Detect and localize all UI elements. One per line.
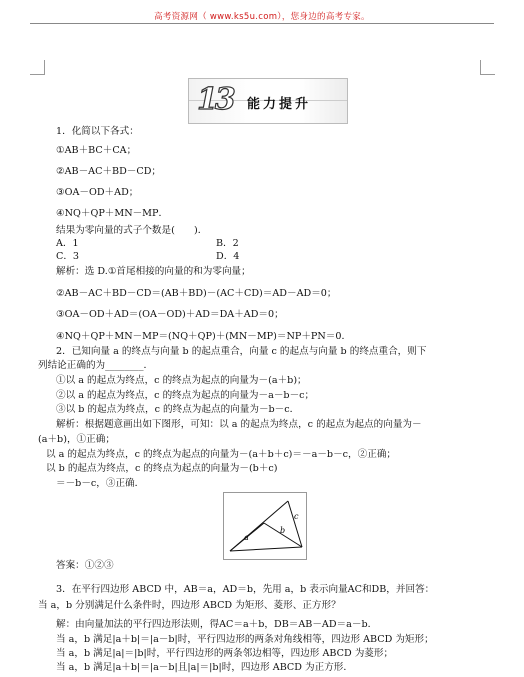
q1-item-1: ①AB＋BC＋CA； (56, 145, 137, 156)
section-banner (188, 78, 348, 124)
q1-item-3: ③OA－OD＋AD； (56, 187, 139, 198)
q1-stem: 1．化简以下各式： (56, 126, 139, 137)
banner-logo: 13 (197, 82, 233, 117)
crop-mark-left (30, 60, 45, 75)
q1-work-2: ②AB－AC＋BD－CD＝(AB＋BD)－(AC＋CD)＝AD－AD＝0； (56, 288, 337, 299)
q1-option-d: D．4 (216, 251, 240, 262)
q2-stem-line2: 列结论正确的为________． (38, 360, 154, 371)
q1-item-4: ④NQ＋QP＋MN－MP． (56, 208, 169, 219)
q2-analysis-4: 以 b 的起点为终点，c 的终点为起点的向量为－(b＋c) (46, 463, 278, 474)
q1-work-4: ④NQ＋QP＋MN－MP＝(NQ＋QP)＋(MN－MP)＝NP＋PN＝0． (56, 331, 352, 342)
q2-answer: 答案：①②③ (56, 560, 114, 571)
label-a: a (244, 533, 249, 542)
q3-analysis-2: 当 a，b 满足|a＋b|＝|a－b|时，平行四边形的两条对角线相等，四边形 ABCD 为矩形； (56, 634, 434, 645)
q1-answer: 解析：选 D.①首尾相接的向量的和为零向量； (56, 266, 251, 277)
q3-analysis-1: 解：由向量加法的平行四边形法则，得AC＝a＋b，DB＝AB－AD＝a－b． (56, 619, 378, 630)
banner-title: 能力提升 (247, 97, 312, 112)
q2-item-3: ③以 b 的起点为终点，c 的终点为起点的向量为－b－c． (56, 404, 300, 415)
q1-work-3: ③OA－OD＋AD＝(OA－OD)＋AD＝DA＋AD＝0； (56, 309, 284, 320)
q2-analysis-2: (a＋b)，①正确； (38, 434, 115, 445)
q3-analysis-4: 当 a，b 满足|a＋b|＝|a－b|且|a|＝|b|时，四边形 ABCD 为正方形． (56, 662, 353, 673)
header-rule (30, 23, 494, 24)
q1-question: 结果为零向量的式子个数是( )． (56, 225, 208, 236)
vector-triangle-figure (223, 492, 307, 560)
q2-item-2: ②以 a 的起点为终点，c 的终点为起点的向量为－a－b－c； (56, 390, 315, 401)
q3-analysis-3: 当 a，b 满足|a|＝|b|时，平行四边形的两条邻边相等，四边形 ABCD 为菱形； (56, 648, 394, 659)
q2-item-1: ①以 a 的起点为终点，c 的终点为起点的向量为－(a＋b)； (56, 375, 307, 386)
side-bottom-line (230, 547, 302, 551)
side-right-line (288, 501, 302, 547)
page-header: 高考资源网（ www.ks5u.com），您身边的高考专家。 (154, 12, 370, 22)
q1-option-a: A．1 (56, 238, 79, 249)
q2-stem-line1: 2．已知向量 a 的终点与向量 b 的起点重合，向量 c 的起点与向量 b 的终点重合，则下 (56, 346, 427, 357)
q2-analysis-3: 以 a 的起点为终点，c 的终点为起点的向量为－(a＋b＋c)＝－a－b－c，②正确； (46, 449, 397, 460)
crop-mark-right (480, 60, 495, 75)
q3-stem-line1: 3．在平行四边形 ABCD 中，AB＝a，AD＝b，先用 a，b 表示向量AC和DB，并回答： (56, 584, 435, 595)
q1-option-c: C．3 (56, 251, 80, 262)
label-b: b (280, 526, 286, 535)
label-c: c (294, 512, 299, 521)
q1-option-b: B．2 (216, 238, 239, 249)
q3-stem-line2: 当 a，b 分别满足什么条件时，四边形 ABCD 为矩形、菱形、正方形？ (38, 600, 341, 611)
vector-diagram (224, 493, 306, 559)
q2-analysis-5: ＝－b－c，③正确． (56, 478, 145, 489)
q2-analysis-1: 解析：根据题意画出如下图形，可知：以 a 的起点为终点，c 的起点为起点的向量为－ (56, 419, 422, 430)
q1-item-2: ②AB－AC＋BD－CD； (56, 166, 161, 177)
